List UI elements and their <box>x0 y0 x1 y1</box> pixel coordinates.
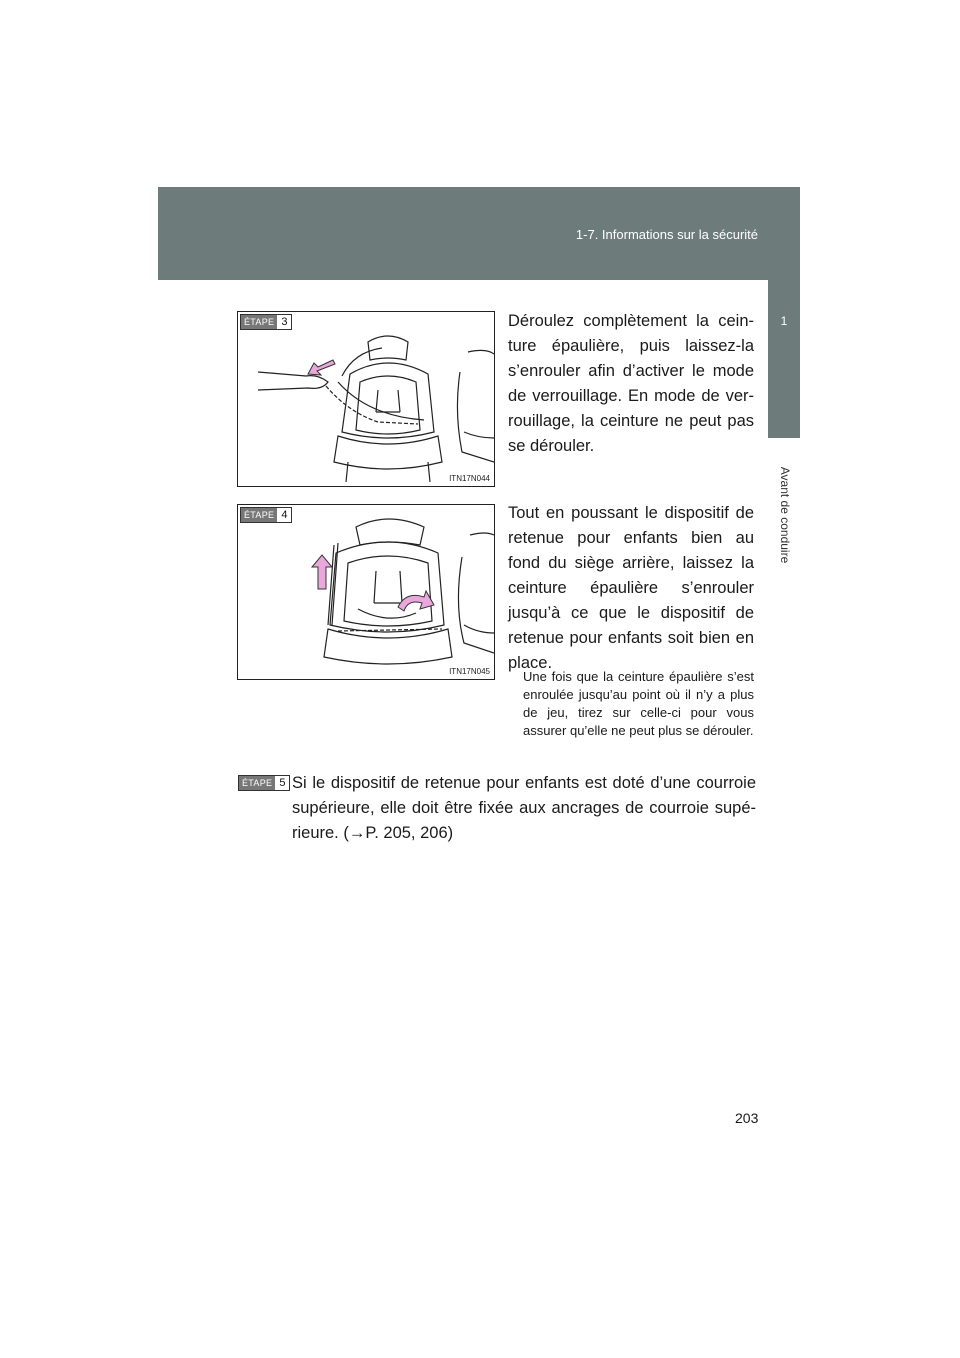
seat-illustration <box>238 505 494 679</box>
step-4-note: Une fois que la ceinture épaulière s’est enroulée jusqu’au point où il n’y a plus de jeu, tirez sur celle-ci pour vous assurer qu’elle ne peut plus se dérouler. <box>523 669 754 738</box>
step-4-text: Tout en poussant le dispositif de retenue pour enfants bien au fond du siège arrière, laissez la ceinture épaulière s’enrouler jusqu’à ce que le dispositif de retenue pour enfants soit bien en place. <box>508 504 754 672</box>
section-title: 1-7. Informations sur la sécurité <box>575 227 758 242</box>
seat-illustration <box>238 312 494 486</box>
chapter-label <box>765 450 805 580</box>
step-badge-number: 5 <box>279 777 286 789</box>
step-badge-number: 3 <box>281 316 288 328</box>
chapter-label-text: Avant de conduire <box>778 466 792 564</box>
figure-code: ITN17N045 <box>449 667 490 676</box>
step-badge-number: 4 <box>281 509 288 521</box>
chapter-tab[interactable] <box>768 280 800 438</box>
header-band <box>158 187 800 280</box>
step-badge-label: ÉTAPE <box>239 776 275 790</box>
step-badge <box>238 775 290 791</box>
figure-code: ITN17N044 <box>449 474 490 483</box>
step-badge-label: ÉTAPE <box>241 508 277 522</box>
page-number: 203 <box>735 1110 759 1126</box>
step-5-text: Si le dispositif de retenue pour enfants est doté d’une courroie supérieure, elle doit être fixée aux ancrages de courroie supé-rieure. (→P. 205, 206) <box>292 774 756 842</box>
figure-step-4 <box>237 504 495 680</box>
chapter-number: 1 <box>780 314 788 328</box>
figure-step-3 <box>237 311 495 487</box>
step-badge-label: ÉTAPE <box>241 315 277 329</box>
step-3-text: Déroulez complètement la cein-ture épaulière, puis laissez-la s’enrouler afin d’activer le mode de verrouillage. En mode de ver-rouillage, la ceinture ne peut pas se dérouler. <box>508 312 754 455</box>
